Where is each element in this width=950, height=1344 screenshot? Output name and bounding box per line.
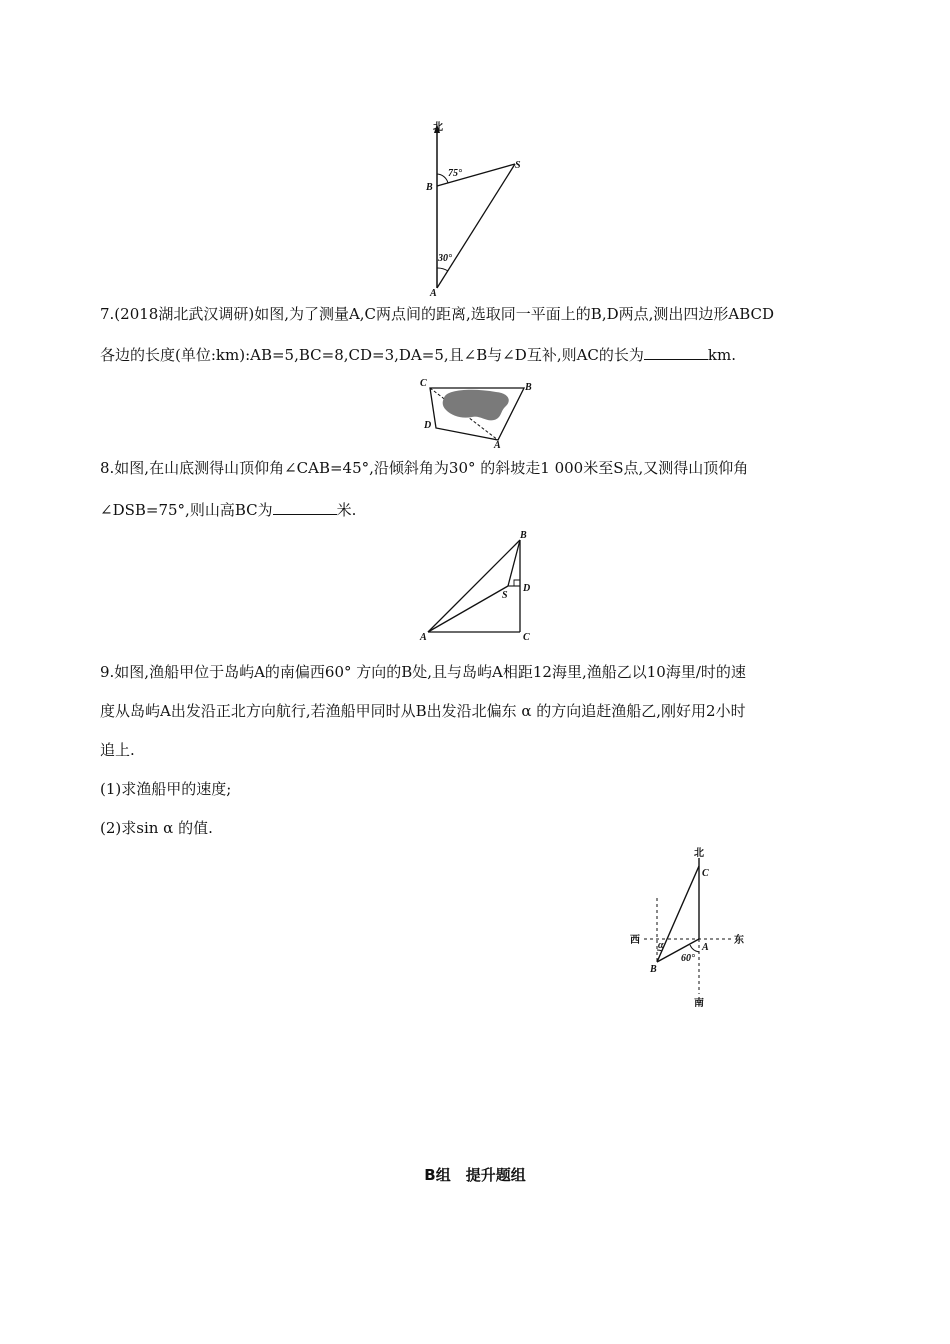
angle-75-label: 75° <box>448 168 462 179</box>
q8-figure <box>416 528 546 644</box>
q9-line1: 9.如图,渔船甲位于岛屿A的南偏西60° 方向的B处,且与岛屿A相距12海里,渔船乙以10海里/时的速 <box>100 663 746 681</box>
q8-line2-text: ∠DSB=75°,则山高BC为 <box>100 501 273 519</box>
q7-unit: km. <box>707 346 736 364</box>
q8-unit: 米. <box>336 501 357 519</box>
south-label: 南 <box>694 998 704 1009</box>
q9-figure <box>624 844 784 1024</box>
q7-line2-text: 各边的长度(单位:km):AB=5,BC=8,CD=3,DA=5,且∠B与∠D互补,则AC的长为 <box>100 346 644 364</box>
q8-point-a: A <box>420 632 427 643</box>
q7-line2 <box>100 345 736 365</box>
q7-answer-blank[interactable] <box>644 345 708 360</box>
west-label: 西 <box>630 935 640 946</box>
section-heading: B组 提升题组 <box>424 1166 526 1184</box>
point-s-label: S <box>515 160 521 171</box>
q7-point-d: D <box>424 420 432 431</box>
q8-point-b: B <box>520 530 527 541</box>
q9-point-c: C <box>702 868 709 879</box>
q7-line1: 7.(2018湖北武汉调研)如图,为了测量A,C两点间的距离,选取同一平面上的B,D两点,测出四边形ABCD <box>100 305 775 323</box>
q9-sub2: (2)求sin α 的值. <box>100 819 213 837</box>
q9-point-a: A <box>702 942 709 953</box>
figure-north-bearing <box>420 118 530 298</box>
north-label: 北 <box>694 848 704 859</box>
q8-line1: 8.如图,在山底测得山顶仰角∠CAB=45°,沿倾斜角为30° 的斜坡走1 000米至S点,又测得山顶仰角 <box>100 459 749 477</box>
q9-line2: 度从岛屿A出发沿正北方向航行,若渔船甲同时从B出发沿北偏东 α 的方向追赶渔船乙,刚好用2小时 <box>100 702 746 720</box>
q9-point-b: B <box>650 964 657 975</box>
q7-figure <box>416 376 546 450</box>
angle-30-label: 30° <box>438 253 452 264</box>
q8-point-d: D <box>523 583 531 594</box>
q7-point-b: B <box>525 382 532 393</box>
alpha-label: α <box>658 940 664 951</box>
q8-point-s: S <box>502 590 508 601</box>
point-b-label: B <box>426 182 433 193</box>
point-a-label: A <box>430 288 437 298</box>
q9-sub1: (1)求渔船甲的速度; <box>100 780 232 798</box>
angle-60-label: 60° <box>681 953 695 964</box>
q9-line3: 追上. <box>100 741 135 759</box>
q7-point-c: C <box>420 378 427 389</box>
q7-point-a: A <box>494 440 501 450</box>
q8-point-c: C <box>523 632 530 643</box>
north-label: 北 <box>433 122 443 133</box>
east-label: 东 <box>734 935 744 946</box>
q8-line2 <box>100 500 356 520</box>
q8-answer-blank[interactable] <box>273 500 337 515</box>
